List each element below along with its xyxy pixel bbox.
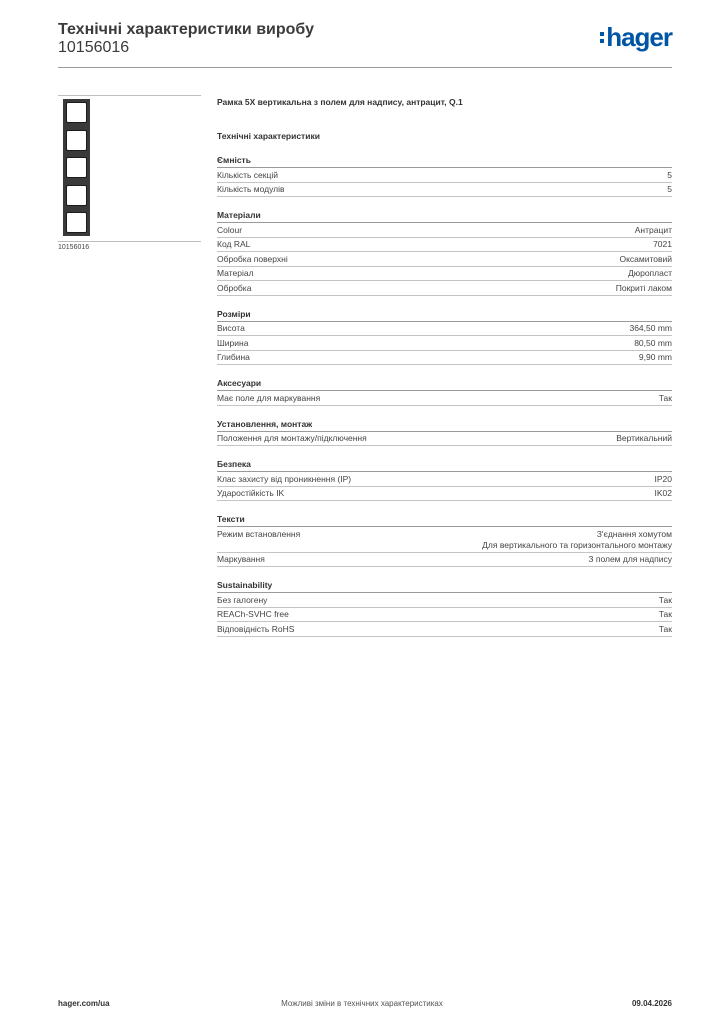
spec-label: Без галогену xyxy=(217,594,268,605)
spec-section xyxy=(217,308,672,366)
spec-label: Ударостійкість IK xyxy=(217,488,285,498)
spec-value-line: IP20 xyxy=(654,473,672,484)
footer-date: 09.04.2026 xyxy=(631,999,672,1008)
spec-label: Положення для монтажу/підключення xyxy=(217,433,367,443)
footer-website: hager.com/ua xyxy=(58,999,110,1008)
header-divider xyxy=(58,67,672,68)
spec-section xyxy=(217,154,672,197)
spec-label: Обробка поверхні xyxy=(217,253,288,264)
spec-row xyxy=(217,472,672,487)
product-title: Рамка 5X вертикальна з полем для надпису, антрацит, Q.1 xyxy=(217,97,463,107)
spec-row xyxy=(217,608,672,623)
spec-label: Має поле для маркування xyxy=(217,392,321,403)
spec-value xyxy=(659,624,672,635)
spec-value-line: 80,50 mm xyxy=(634,337,672,348)
section-title: Безпека xyxy=(217,458,672,472)
spec-label: Ширина xyxy=(217,337,249,348)
spec-value xyxy=(655,488,673,499)
spec-value-line: Покриті лаком xyxy=(615,282,672,293)
spec-row xyxy=(217,622,672,637)
spec-row xyxy=(217,281,672,296)
spec-value xyxy=(628,268,672,279)
spec-value-line: Вертикальний xyxy=(616,433,672,443)
spec-value-line: 364,50 mm xyxy=(629,323,672,333)
spec-row xyxy=(217,391,672,406)
section-title: Тексти xyxy=(217,513,672,527)
spec-value xyxy=(619,254,672,265)
spec-value xyxy=(635,225,672,236)
spec-value xyxy=(482,529,672,551)
section-title: Ємність xyxy=(217,154,672,168)
spec-value xyxy=(667,170,672,181)
spec-value xyxy=(629,323,672,334)
document-title: Технічні характеристики виробу xyxy=(58,21,314,38)
frame-cell xyxy=(66,130,87,151)
spec-value-line: 7021 xyxy=(653,239,672,249)
spec-value xyxy=(634,338,672,349)
spec-value xyxy=(616,433,672,444)
spec-section xyxy=(217,513,672,567)
hager-logo xyxy=(600,24,672,50)
spec-value xyxy=(588,554,672,565)
spec-value xyxy=(659,609,672,620)
spec-value-line: Так xyxy=(658,623,672,634)
spec-value xyxy=(667,184,672,195)
spec-section xyxy=(217,209,672,296)
spec-section xyxy=(217,458,672,501)
spec-row xyxy=(217,183,672,198)
spec-row xyxy=(217,487,672,502)
spec-value xyxy=(639,352,672,363)
footer-disclaimer: Можливі зміни в технічних характеристиках xyxy=(281,999,443,1008)
spec-value-line: Так xyxy=(658,609,672,619)
spec-value-line: 9,90 mm xyxy=(638,352,672,362)
spec-value-line: Для вертикального та горизонтального монтажу xyxy=(482,539,672,550)
spec-row xyxy=(217,252,672,267)
spec-value xyxy=(659,595,672,606)
spec-label: Глибина xyxy=(217,352,250,362)
frame-cell xyxy=(66,212,87,233)
spec-value-line: Оксамитовий xyxy=(619,253,672,264)
section-title: Аксесуари xyxy=(217,377,672,391)
spec-label: Матеріал xyxy=(217,268,254,278)
section-title: Установлення, монтаж xyxy=(217,418,672,432)
spec-content xyxy=(217,96,672,637)
spec-label: Кількість секцій xyxy=(217,169,278,180)
spec-label: Маркування xyxy=(217,554,265,564)
spec-value-line: Так xyxy=(658,594,672,605)
frame-product-image xyxy=(63,99,90,236)
spec-value-line: IK02 xyxy=(654,488,672,498)
frame-cell xyxy=(66,157,87,178)
spec-row xyxy=(217,267,672,282)
spec-row xyxy=(217,223,672,238)
spec-value-line: 5 xyxy=(667,184,672,194)
spec-value-line: З полем для надпису xyxy=(588,554,672,564)
product-image-box xyxy=(58,95,201,242)
spec-value xyxy=(616,283,672,294)
section-title: Sustainability xyxy=(217,579,672,593)
spec-section xyxy=(217,418,672,447)
spec-value-line: З'єднання хомутом xyxy=(596,528,672,539)
spec-value-line: 5 xyxy=(667,169,672,180)
spec-label: Висота xyxy=(217,323,245,333)
spec-label: Відповідність RoHS xyxy=(217,623,295,634)
spec-row xyxy=(217,593,672,608)
spec-section xyxy=(217,377,672,406)
spec-sections xyxy=(217,154,672,637)
spec-label: Кількість модулів xyxy=(217,184,285,194)
spec-value xyxy=(653,239,672,250)
spec-label: Обробка xyxy=(217,282,252,293)
spec-label: Клас захисту від проникнення (IP) xyxy=(217,473,352,484)
spec-heading: Технічні характеристики xyxy=(217,131,320,141)
image-caption: 10156016 xyxy=(58,244,90,251)
logo-dots-icon xyxy=(600,32,604,43)
spec-row xyxy=(217,432,672,447)
spec-value xyxy=(659,393,672,404)
spec-value xyxy=(655,474,673,485)
frame-cell xyxy=(66,102,87,123)
spec-section xyxy=(217,579,672,637)
spec-label: Режим встановлення xyxy=(217,528,301,539)
spec-label: REACh-SVHC free xyxy=(217,609,289,619)
section-title: Матеріали xyxy=(217,209,672,223)
spec-label: Colour xyxy=(217,224,243,235)
logo-text: hager xyxy=(606,22,672,52)
spec-row xyxy=(217,322,672,337)
spec-row xyxy=(217,351,672,366)
spec-row xyxy=(217,336,672,351)
spec-row xyxy=(217,527,672,553)
frame-cell xyxy=(66,185,87,206)
product-code: 10156016 xyxy=(58,39,130,56)
spec-value-line: Так xyxy=(658,392,672,403)
spec-value-line: Дюропласт xyxy=(627,268,672,278)
spec-row xyxy=(217,553,672,568)
spec-row xyxy=(217,238,672,253)
spec-row xyxy=(217,168,672,183)
spec-label: Код RAL xyxy=(217,239,251,249)
section-title: Розміри xyxy=(217,308,672,322)
spec-value-line: Антрацит xyxy=(634,224,672,235)
